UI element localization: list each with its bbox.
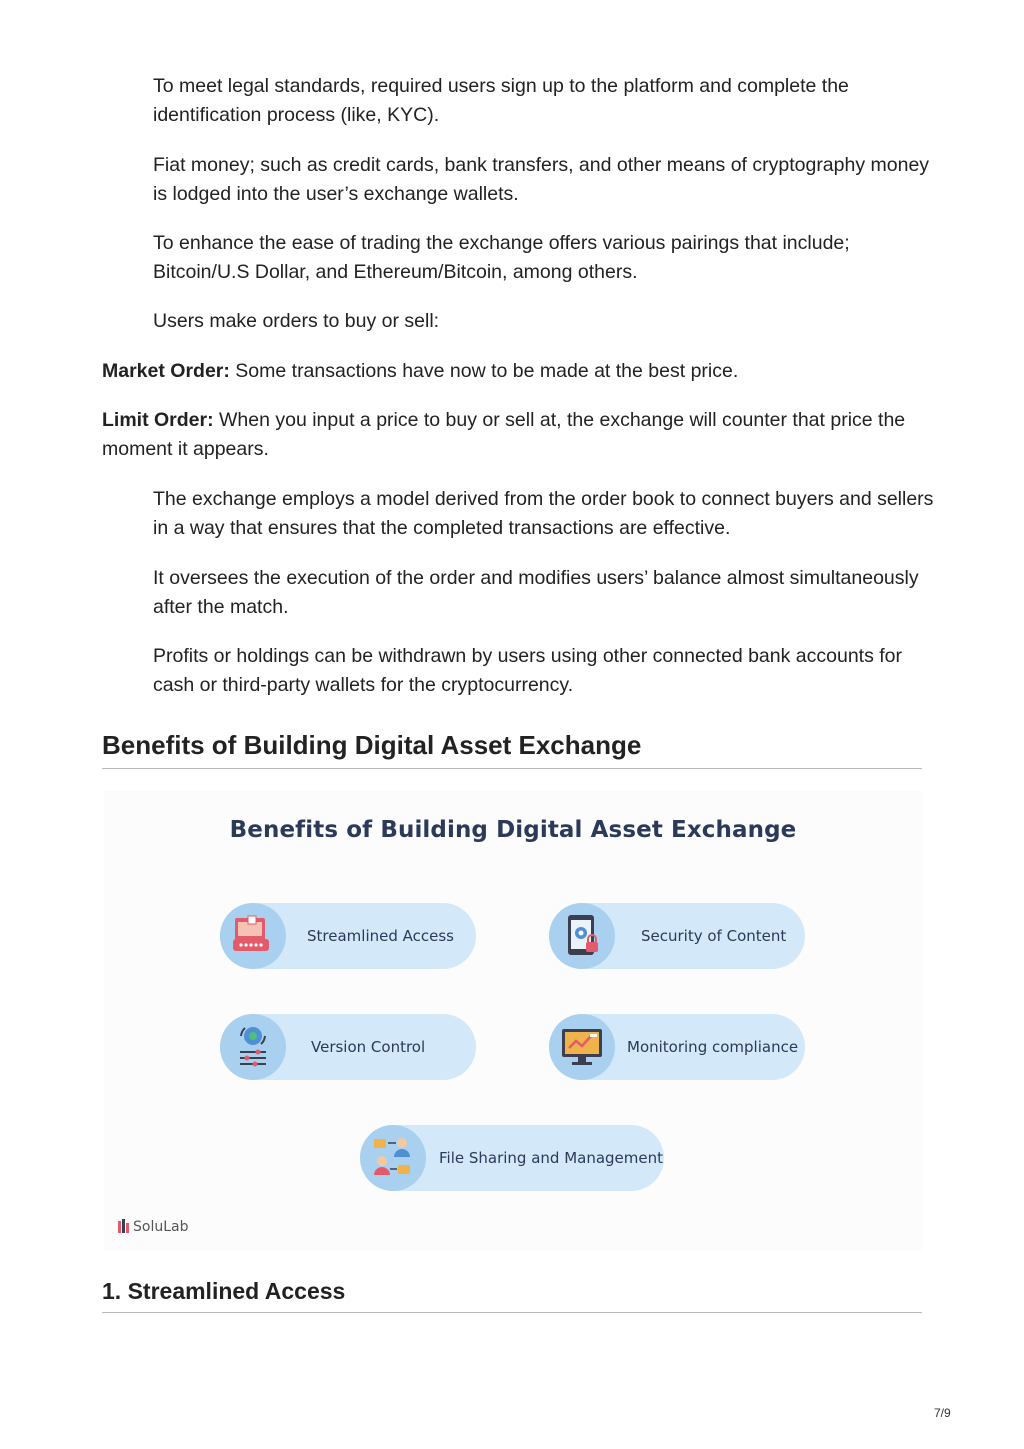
gear-sliders-icon [220, 1014, 286, 1080]
paragraph-fiat: Fiat money; such as credit cards, bank transfers, and other means of cryptography money is lodged into the user’s exchange wallets. [153, 154, 930, 205]
benefit-monitoring-compliance [549, 1014, 805, 1080]
benefits-infographic [104, 791, 922, 1251]
solulab-logo-text: SoluLab [133, 1219, 189, 1235]
paragraph-order-book: The exchange employs a model derived from the order book to connect buyers and sellers in a way that ensures that the completed transactions are effective. [153, 488, 934, 539]
paragraph-pairings: To enhance the ease of trading the exchange offers various pairings that include; Bitcoin/U.S Dollar, and Ethereum/Bitcoin, among others. [153, 232, 850, 283]
benefit-label: Security of Content [641, 927, 787, 945]
market-order-label: Market Order: [102, 360, 230, 382]
benefit-label: File Sharing and Management [439, 1149, 664, 1167]
paragraph-execution: It oversees the execution of the order and modifies users’ balance almost simultaneously after the match. [153, 567, 919, 618]
monitor-chart-icon [549, 1014, 615, 1080]
limit-order-label: Limit Order: [102, 409, 214, 431]
subsection-heading: 1. Streamlined Access [102, 1275, 922, 1313]
solulab-logo [118, 1219, 188, 1239]
benefit-version-control [220, 1014, 476, 1080]
section-heading: Benefits of Building Digital Asset Exchange [102, 728, 922, 769]
benefit-label: Monitoring compliance [627, 1038, 799, 1056]
benefit-file-sharing [360, 1125, 664, 1191]
paragraph-kyc: To meet legal standards, required users sign up to the platform and complete the identification process (like, KYC). [153, 75, 849, 126]
benefit-streamlined-access [220, 903, 476, 969]
limit-order-paragraph [102, 406, 932, 464]
benefit-security-of-content [549, 903, 805, 969]
page-number: 7/9 [934, 1406, 951, 1420]
browser-window-icon [220, 903, 286, 969]
benefit-label: Version Control [311, 1038, 426, 1056]
tablet-lock-icon [549, 903, 615, 969]
paragraph-orders: Users make orders to buy or sell: [153, 310, 440, 332]
limit-order-text: When you input a price to buy or sell at, the exchange will counter that price the moment it appears. [102, 409, 906, 460]
people-files-icon [360, 1125, 426, 1191]
benefit-label: Streamlined Access [307, 927, 454, 945]
market-order-paragraph [102, 357, 932, 386]
infographic-title: Benefits of Building Digital Asset Exchange [229, 817, 797, 843]
paragraph-withdrawal: Profits or holdings can be withdrawn by users using other connected bank accounts for cash or third-party wallets for the cryptocurrency. [153, 645, 903, 696]
solulab-logo-icon [118, 1219, 130, 1237]
market-order-text: Some transactions have now to be made at the best price. [229, 360, 739, 382]
